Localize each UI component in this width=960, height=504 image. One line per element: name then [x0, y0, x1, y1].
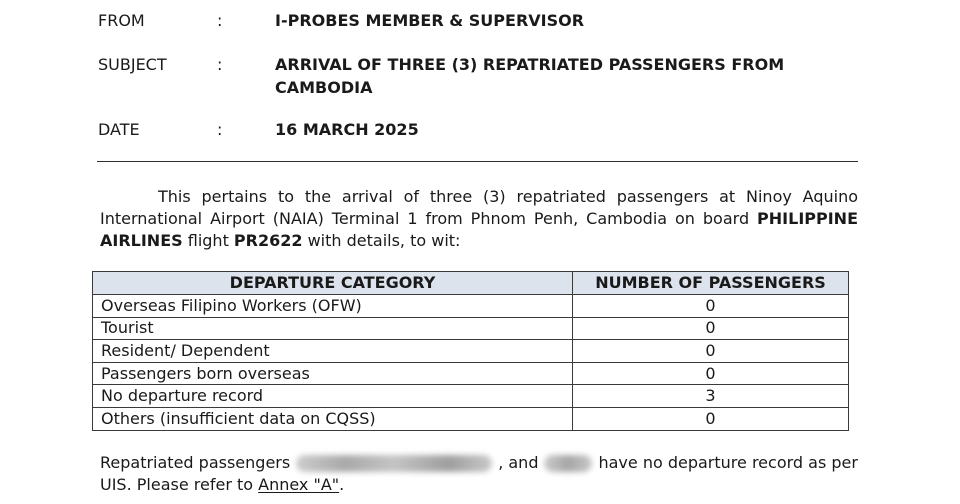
annex-reference: Annex "A": [258, 475, 340, 494]
redacted-names-blur: [296, 455, 492, 472]
passenger-count-cell: 0: [573, 295, 849, 318]
closing-line-1-text-a: Repatriated passengers: [100, 453, 291, 472]
intro-line-3-text-1: flight: [182, 231, 234, 250]
intro-line-1: This pertains to the arrival of three (3) repatriated passengers at Ninoy Aquino: [158, 187, 858, 206]
table-row: [93, 295, 849, 318]
closing-paragraph: [100, 452, 858, 496]
date-colon: :: [217, 120, 223, 139]
subject-colon: :: [217, 55, 223, 74]
intro-line-2-text: International Airport (NAIA) Terminal 1 from Phnom Penh, Cambodia on board: [100, 209, 758, 228]
from-colon: :: [217, 11, 223, 30]
subject-value: ARRIVAL OF THREE (3) REPATRIATED PASSENGERS FROM CAMBODIA: [275, 55, 785, 97]
departure-category-table: [92, 271, 849, 431]
intro-paragraph: [100, 186, 858, 252]
flight-number: PR2622: [233, 231, 303, 250]
date-label: DATE: [98, 120, 140, 139]
date-row: [98, 119, 858, 165]
intro-line-3-text-2: with details, to wit:: [302, 231, 461, 250]
intro-line-2: [100, 208, 858, 230]
category-cell: Others (insufficient data on CQSS): [93, 407, 573, 430]
table-header-row: [93, 272, 849, 295]
header-divider: [97, 161, 858, 162]
category-cell: Overseas Filipino Workers (OFW): [93, 295, 573, 318]
closing-line-1-text-b: , and: [498, 453, 539, 472]
category-cell: No departure record: [93, 385, 573, 408]
closing-line-1: [100, 452, 858, 474]
intro-line-3: [100, 230, 858, 252]
table-row: [93, 362, 849, 385]
from-label: FROM: [98, 11, 145, 30]
from-row: [98, 10, 858, 56]
passenger-count-cell: 0: [573, 362, 849, 385]
table-row: [93, 340, 849, 363]
passenger-count-cell: 3: [573, 385, 849, 408]
column-header-departure-category: DEPARTURE CATEGORY: [93, 272, 573, 295]
subject-row: [98, 53, 858, 99]
closing-line-1-text-c: have no departure record as per: [598, 453, 858, 472]
passenger-count-cell: 0: [573, 407, 849, 430]
passenger-count-cell: 0: [573, 317, 849, 340]
date-value: 16 MARCH 2025: [275, 120, 419, 139]
closing-line-2-text: UIS. Please refer to: [100, 475, 259, 494]
table-row: [93, 407, 849, 430]
subject-label: SUBJECT: [98, 55, 167, 74]
table-row: [93, 385, 849, 408]
airline-name-part-2: AIRLINES: [100, 231, 183, 250]
from-value: I-PROBES MEMBER & SUPERVISOR: [275, 11, 585, 30]
column-header-number-of-passengers: NUMBER OF PASSENGERS: [573, 272, 849, 295]
passenger-count-cell: 0: [573, 340, 849, 363]
table-row: [93, 317, 849, 340]
category-cell: Tourist: [93, 317, 573, 340]
closing-line-2-end: .: [339, 475, 345, 494]
category-cell: Passengers born overseas: [93, 362, 573, 385]
redacted-name-blur: [544, 455, 592, 472]
category-cell: Resident/ Dependent: [93, 340, 573, 363]
closing-line-2: [100, 474, 858, 496]
airline-name-part-1: PHILIPPINE: [757, 209, 858, 228]
